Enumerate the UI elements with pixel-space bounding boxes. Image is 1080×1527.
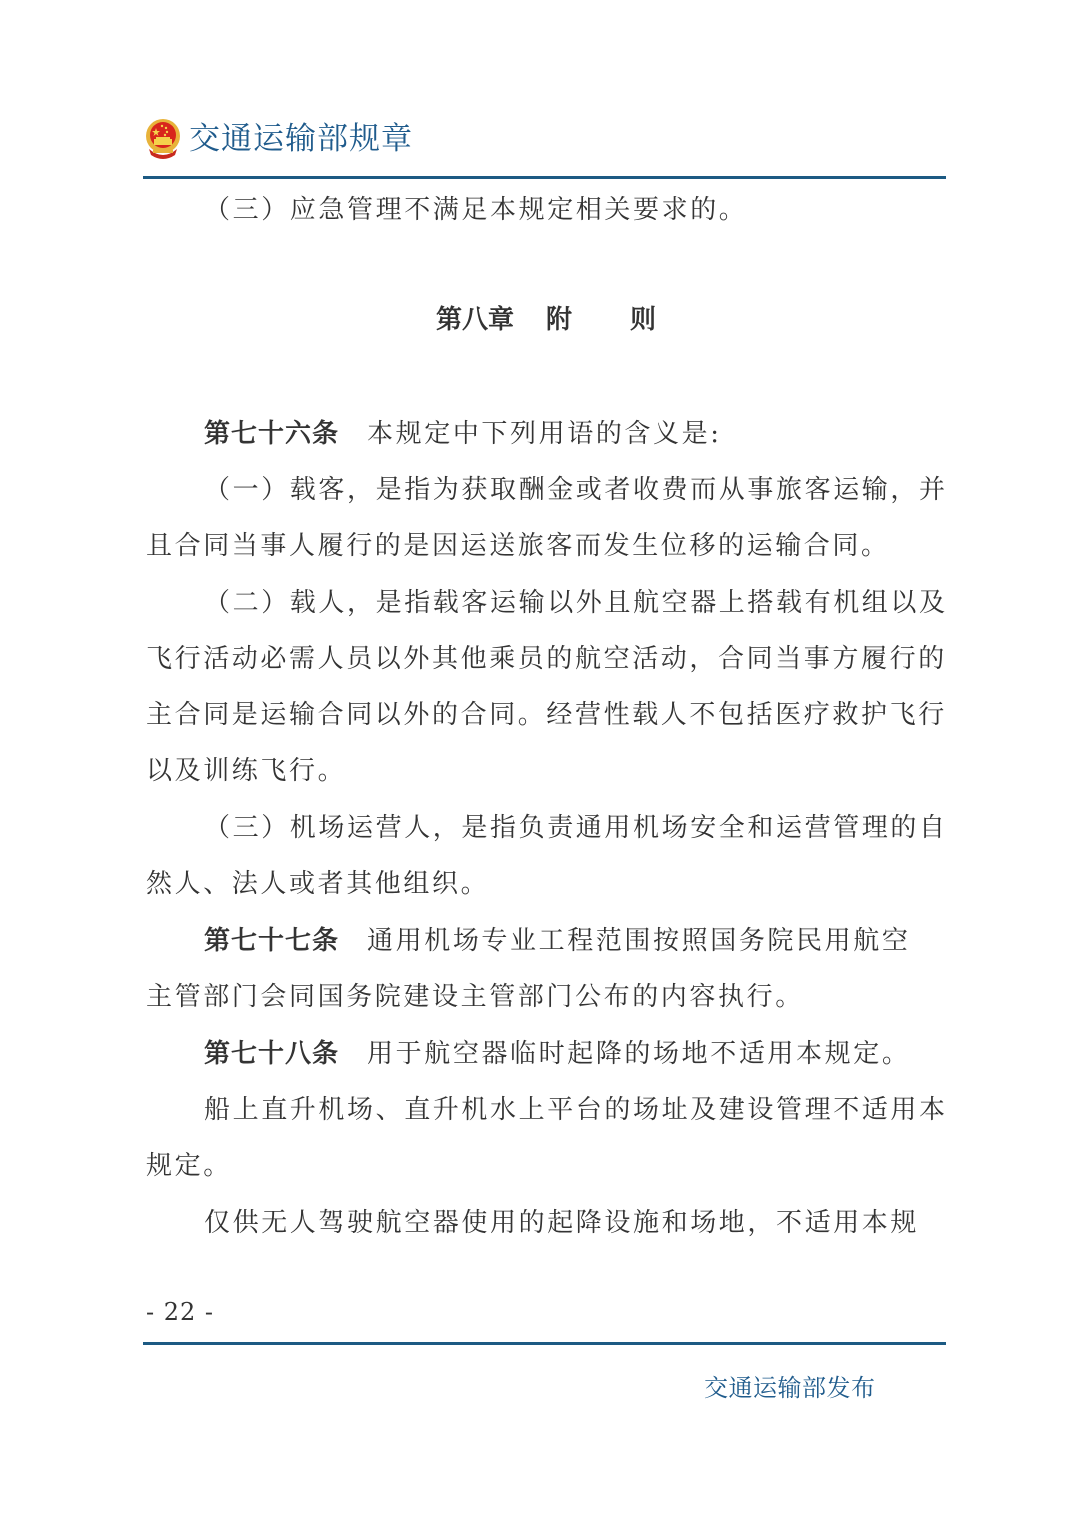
article-text: 通用机场专业工程范围按照国务院民用航空 <box>367 926 911 956</box>
chapter-heading <box>436 292 656 348</box>
article-76-item-3-line-1: （三）机场运营人，是指负责通用机场安全和运营管理的自 <box>204 813 948 843</box>
article-78-para-2-line-1: 船上直升机场、直升机水上平台的场址及建设管理不适用本 <box>204 1095 948 1125</box>
article-77-line-2: 主管部门会同国务院建设主管部门公布的内容执行。 <box>146 982 804 1012</box>
article-76-item-2-line-1: （二）载人，是指载客运输以外且航空器上搭载有机组以及 <box>204 588 948 618</box>
page-number: - 22 - <box>146 1298 215 1326</box>
article-76-item-1-line-1: （一）载客，是指为获取酬金或者收费而从事旅客运输，并 <box>204 475 948 505</box>
article-76-item-2-line-2: 飞行活动必需人员以外其他乘员的航空活动，合同当事方履行的 <box>146 644 947 674</box>
article-78-para-3-line-1: 仅供无人驾驶航空器使用的起降设施和场地，不适用本规 <box>204 1208 920 1238</box>
article-76-item-1-line-2: 且合同当事人履行的是因运送旅客而发生位移的运输合同。 <box>146 531 890 561</box>
article-text: 本规定中下列用语的含义是: <box>367 419 722 449</box>
article-78-para-2-line-2: 规定。 <box>146 1151 232 1181</box>
header-divider <box>143 176 946 179</box>
chapter-number: 第八章 <box>436 305 515 335</box>
chapter-title-part2: 则 <box>630 305 657 335</box>
header-title: 交通运输部规章 <box>189 121 413 157</box>
carryover-paragraph: （三）应急管理不满足本规定相关要求的。 <box>204 195 748 225</box>
document-header <box>143 114 413 164</box>
national-emblem-icon <box>143 117 183 161</box>
article-76-item-2-line-3: 主合同是运输合同以外的合同。经营性载人不包括医疗救护飞行 <box>146 700 947 730</box>
article-label: 第七十六条 <box>204 419 340 449</box>
article-76-item-3-line-2: 然人、法人或者其他组织。 <box>146 869 490 899</box>
article-78-line-1 <box>204 1026 910 1082</box>
article-76-heading <box>204 406 722 462</box>
article-label: 第七十八条 <box>204 1039 340 1069</box>
publisher-label: 交通运输部发布 <box>704 1374 876 1402</box>
article-77-line-1 <box>204 913 910 969</box>
article-label: 第七十七条 <box>204 926 340 956</box>
footer-divider <box>143 1342 946 1345</box>
article-text: 用于航空器临时起降的场地不适用本规定。 <box>367 1039 911 1069</box>
chapter-title-part1: 附 <box>546 305 573 335</box>
article-76-item-2-line-4: 以及训练飞行。 <box>146 756 347 786</box>
